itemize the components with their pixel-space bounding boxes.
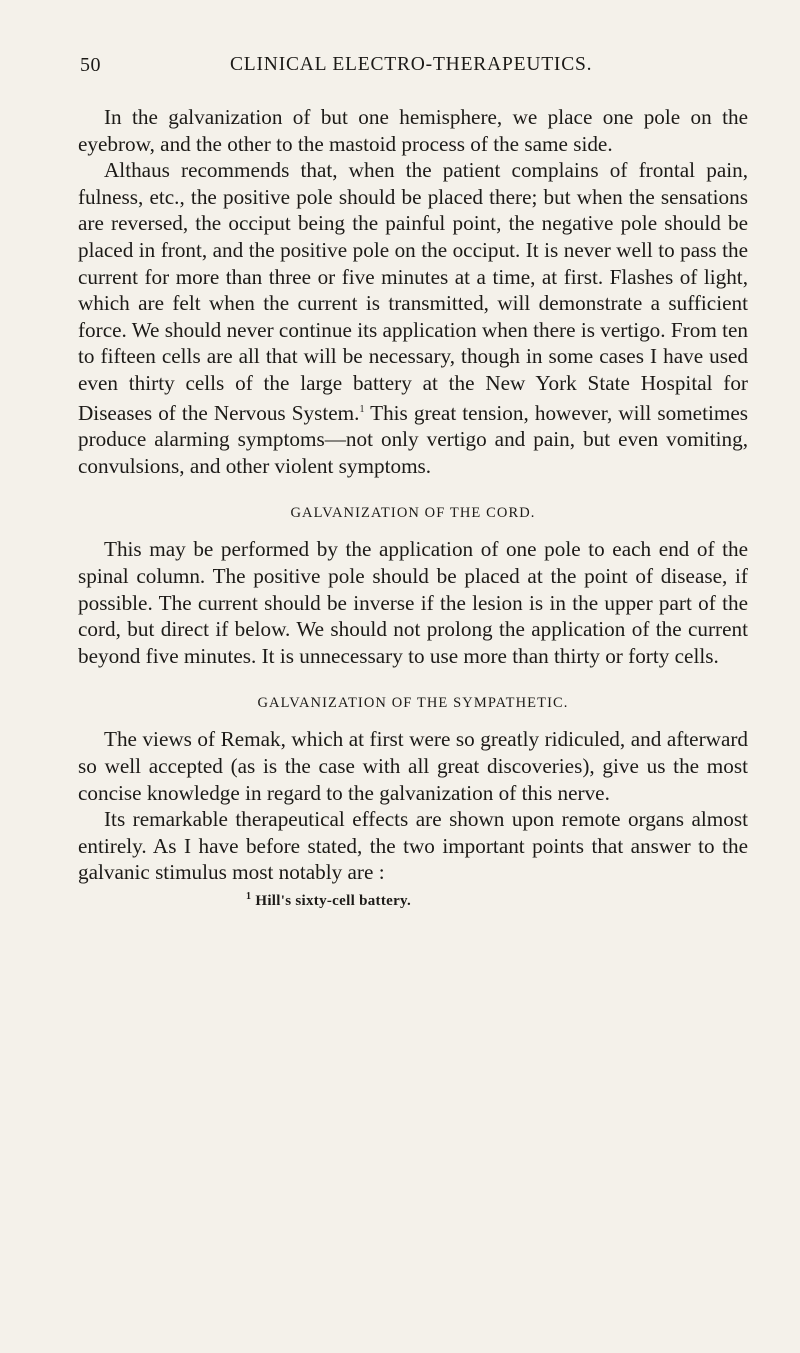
heading-galvanization-sympathetic: GALVANIZATION OF THE SYMPATHETIC. xyxy=(257,695,569,712)
paragraph-cord: This may be performed by the application of one pole to each end of the spinal column. The positive pole should be placed at the point of disease, if possible. The current should be inverse if the lesion is in the upper part of the cord, but direct if below. We should not prolong the application of the current beyond five minutes. It is unnecessary to use more than thirty or forty cells. xyxy=(78,537,748,668)
heading-galvanization-cord: GALVANIZATION OF THE CORD. xyxy=(290,505,536,522)
footnote xyxy=(246,888,748,910)
paragraph-hemisphere: In the galvanization of but one hemisphere, we place one pole on the eyebrow, and the other to the mastoid process of the same side. xyxy=(78,105,748,156)
footnote-reference: 1 xyxy=(359,403,365,415)
page-number: 50 xyxy=(80,54,101,76)
paragraph-remak: The views of Remak, which at first were so greatly ridiculed, and afterward so well accepted (as is the case with all great discoveries), give us the most concise knowledge in regard to the galvanization of this nerve. xyxy=(78,727,748,805)
paragraph-althaus xyxy=(78,157,748,479)
paragraph-althaus-text: Althaus recommends that, when the patient complains of frontal pain, fulness, etc., the positive pole should be placed there; but when the sensations are reversed, the occiput being the painful point, the negative pole should be placed in front, and the positive pole on the occiput. It is never well to pass the current for more than three or five minutes at a time, at first. Flashes of light, which are felt when the current is transmitted, will demonstrate a sufficient force. We should never continue its application when there is vertigo. From ten to fifteen cells are all that will be necessary, though in some cases I have used even thirty cells of the large battery at the New York State Hospital for Diseases of the Nervous System. xyxy=(78,158,748,425)
footnote-text: Hill's sixty-cell battery. xyxy=(251,892,412,909)
footnote-mark: 1 xyxy=(246,890,252,902)
running-head xyxy=(78,54,748,84)
running-title: CLINICAL ELECTRO-THERAPEUTICS. xyxy=(230,54,593,75)
paragraph-althaus-continuation: This great tension, however, will sometimes produce alarming symptoms—not only vertigo and pain, but even vomiting, convulsions, and other violent symptoms. xyxy=(78,400,748,478)
paragraph-therapeutical-effects: Its remarkable therapeutical effects are shown upon remote organs almost entirely. As I have before stated, the two important points that answer to the galvanic stimulus most notably are : xyxy=(78,807,748,885)
